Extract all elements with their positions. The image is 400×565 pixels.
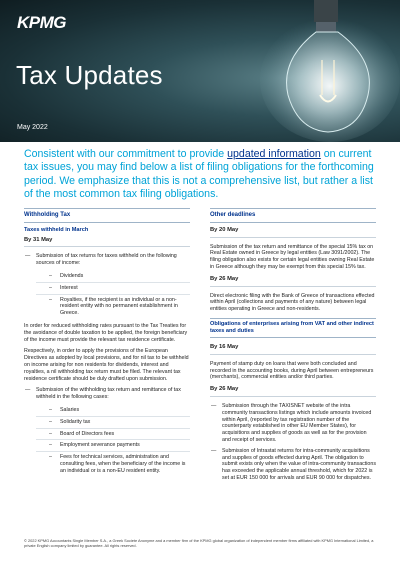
sub-list-item: – Employment severance payments xyxy=(36,440,190,452)
list-item xyxy=(24,253,190,319)
deadline-date: By 26 May xyxy=(210,386,376,397)
section-heading-vat-obligations: Obligations of enterprises arising from VAT and other indirect taxes and duties xyxy=(210,318,376,338)
intro-text-end: on current tax issues, you may find below a list of filing obligations for the forthcoming period. We emphasize that this is not a comprehensive list, but rather a list of the most common tax filing obligations. xyxy=(24,148,374,200)
list-item-text: Submission of the withholding tax return and remittance of tax withheld in the following cases: xyxy=(36,387,181,401)
copyright-footer: © 2022 KPMG Accountants Single Member S.A., a Greek Societe Anonyme and a member firm of the KPMG global organization of independent member firms affiliated with KPMG International Limited, a private English company limited by guarantee. All rights reserved. xyxy=(24,538,374,548)
deadline-date: By 31 May xyxy=(24,237,190,248)
sub-list-item: – Solidarity tax xyxy=(36,417,190,429)
paragraph: Submission of the tax return and remittance of the special 15% tax on Real Estate owned in Greece by legal entities (Law 3091/2002). The filing obligation also exists for certain legal entities owning Real Estate in Greece although they may be exempt from this special 15% tax. xyxy=(210,243,375,270)
list-item-text: Submission of tax returns for taxes withheld on the following sources of income: xyxy=(36,253,177,267)
page-title: Tax Updates xyxy=(16,60,163,90)
section-heading-other-deadlines: Other deadlines xyxy=(210,208,376,223)
updated-information-link[interactable]: updated information xyxy=(227,148,321,160)
kpmg-logo: KPMG xyxy=(17,13,66,32)
intro-text-start: Consistent with our commitment to provide xyxy=(24,148,228,160)
sub-list xyxy=(36,271,190,319)
list-item: — Submission of Intrastat returns for intra-community acquisitions and supplies of goods effected during April. The obligation to submit exists only when the value of intra-community transactions has exceeded the applicable annual threshold, which for 2022 is set at EUR 150 000 for arrivals and EUR 90 000 for dispatches. xyxy=(210,448,376,482)
right-column xyxy=(210,208,376,486)
list-item xyxy=(24,387,190,476)
deadline-date: By 16 May xyxy=(210,344,376,355)
sub-list-item: – Board of Directors fees xyxy=(36,429,190,441)
sub-list-item: – Fees for technical services, administration and consulting fees, when the beneficiary of the income is an individual or is a non-EU resident entity. xyxy=(36,452,190,476)
subsection-heading: Taxes withheld in March xyxy=(24,226,89,233)
paragraph: Respectively, in order to apply the provisions of the European Directives as adopted by local provisions, and for nil tax to be withheld on income arising for non residents for dividends, interest and royalties, a nil withholding tax return must be filed. The relevant tax residence certificate should be duly drafted upon submission. xyxy=(24,348,189,382)
paragraph: Payment of stamp duty on loans that were both concluded and recorded in the accounting books, during April between entrepreneurs (merchants), commercial entities and/or third parties. xyxy=(210,360,374,381)
left-column xyxy=(24,208,190,481)
deadline-date: By 20 May xyxy=(210,227,376,238)
sub-list-item: – Interest xyxy=(36,283,190,295)
deadline-date: By 26 May xyxy=(210,276,376,287)
paragraph: Direct electronic filing with the Bank of Greece of transactions effected within April (collections and payments of any nature) between legal entities operating in Greece and non-residents. xyxy=(210,292,375,313)
sub-list-item: – Dividends xyxy=(36,271,190,283)
lightbulb-image xyxy=(250,0,400,142)
list-item: — Submission through the TAXISNET website of the intra community transactions listings which include amounts invoiced within April, (reported by tax registration number of the counterparty established in other EU Member States), for acquisitions and supplies of goods as well as for the provision and receipt of services. xyxy=(210,403,376,444)
issue-date: May 2022 xyxy=(17,124,48,131)
sub-list xyxy=(36,405,190,477)
paragraph: In order for reduced withholding rates pursuant to the Tax Treaties for the avoidance of double taxation to be applied, the foreign beneficiary of the income must provide the relevant tax residence certificate. xyxy=(24,322,188,343)
section-heading-withholding-tax: Withholding Tax xyxy=(24,208,190,223)
sub-list-item: – Salaries xyxy=(36,405,190,417)
header-banner xyxy=(0,0,400,142)
sub-list-item: – Royalties, if the recipient is an individual or a non-resident entity with no permanent establishment in Greece. xyxy=(36,295,190,319)
intro-paragraph xyxy=(24,148,384,201)
